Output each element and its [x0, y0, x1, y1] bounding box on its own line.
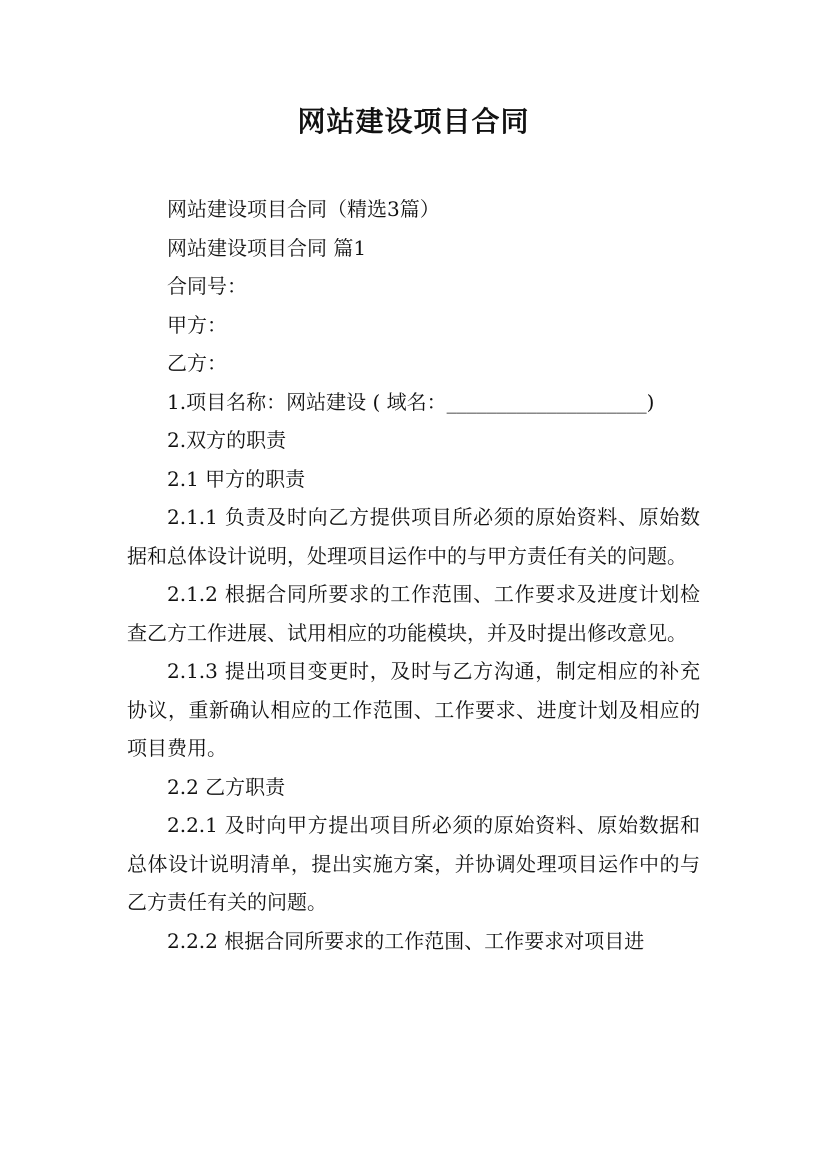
document-body — [127, 190, 700, 960]
paragraph-clause-2-2-1: 2.2.1 及时向甲方提出项目所必须的原始资料、原始数据和总体设计说明清单，提出实施方案，并协调处理项目运作中的与乙方责任有关的问题。 — [127, 813, 700, 914]
paragraph-project-name: 1.项目名称：网站建设 ( 域名：____________________) — [167, 389, 655, 414]
paragraph-party-b: 乙方： — [167, 351, 227, 375]
paragraph-clause-2-1-1: 2.1.1 负责及时向乙方提供项目所必须的原始资料、原始数据和总体设计说明，处理项目运作中的与甲方责任有关的问题。 — [127, 505, 700, 568]
paragraph-clause-2-1-2: 2.1.2 根据合同所要求的工作范围、工作要求及进度计划检查乙方工作进展、试用相应的功能模块，并及时提出修改意见。 — [127, 582, 700, 645]
paragraph-party-a: 甲方： — [167, 312, 227, 337]
paragraph-contract-number: 合同号： — [167, 274, 247, 298]
paragraph-section-2: 2.双方的职责 — [167, 428, 287, 452]
paragraph-section-2-2: 2.2 乙方职责 — [167, 774, 286, 799]
document-title: 网站建设项目合同 — [297, 105, 530, 138]
paragraph-clause-2-1-3: 2.1.3 提出项目变更时，及时与乙方沟通，制定相应的补充协议，重新确认相应的工作范围、工作要求、进度计划及相应的项目费用。 — [127, 659, 700, 760]
paragraph-section-2-1: 2.1 甲方的职责 — [167, 466, 306, 491]
paragraph-subtitle: 网站建设项目合同（精选3篇） — [167, 197, 440, 221]
paragraph-clause-2-2-2: 2.2.2 根据合同所要求的工作范围、工作要求对项目进 — [167, 928, 645, 953]
paragraph-part-heading: 网站建设项目合同 篇1 — [167, 235, 367, 260]
